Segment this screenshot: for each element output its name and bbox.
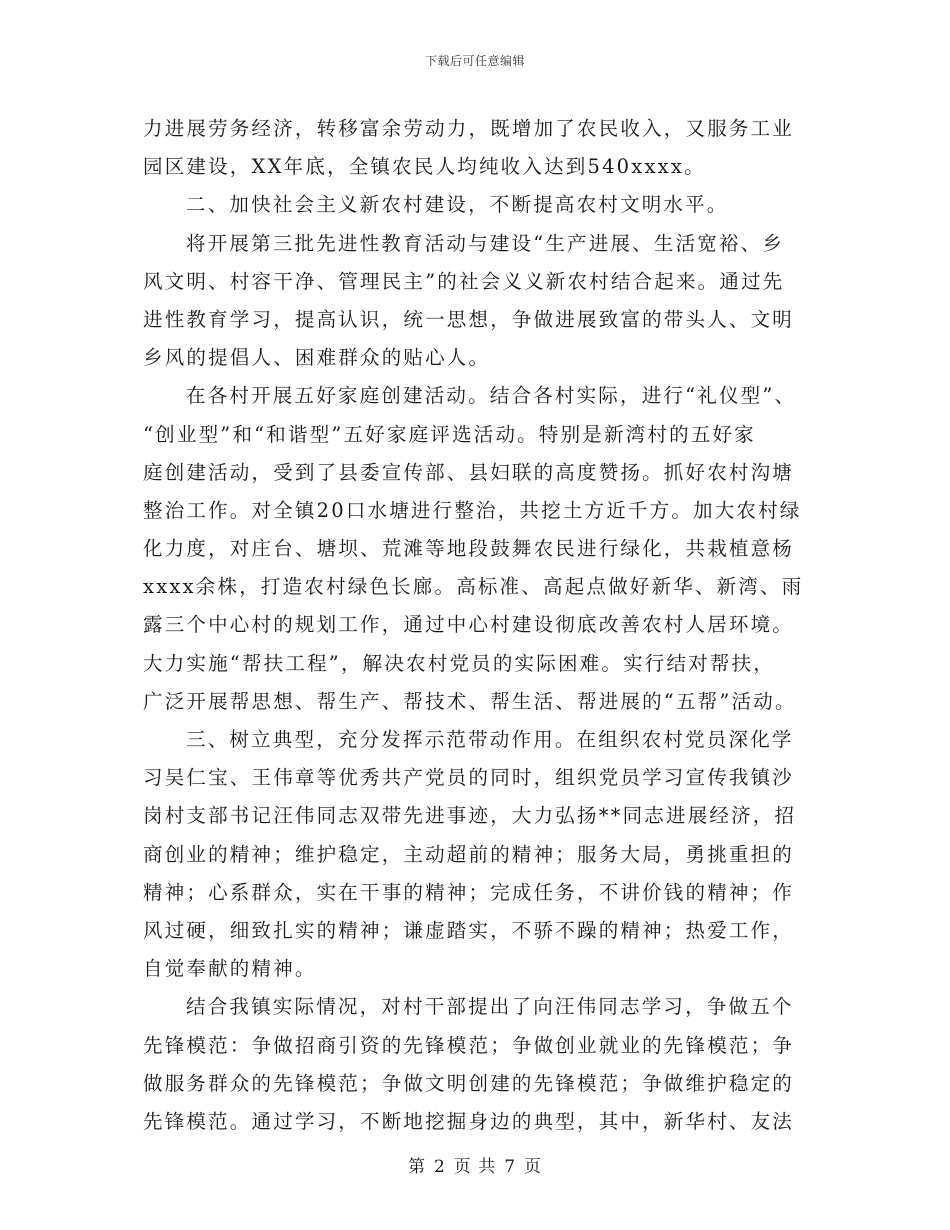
document-body — [143, 110, 803, 1141]
footer-middle: 页 共 — [453, 1157, 497, 1177]
body-line: 做服务群众的先锋模范；争做文明创建的先锋模范；争做维护稳定的 — [143, 1071, 795, 1095]
body-line: 结合我镇实际情况，对村干部提出了向汪伟同志学习，争做五个 — [186, 995, 794, 1019]
section-heading: 三、树立典型，充分发挥示范带动作用。在组织农村党员深化学 — [186, 728, 794, 751]
body-line: 岗村支部书记汪伟同志双带先进事迹，大力弘扬**同志进展经济，招 — [143, 804, 797, 828]
body-line: 商创业的精神；维护稳定，主动超前的精神；服务大局，勇挑重担的 — [143, 842, 795, 866]
body-line: 将开展第三批先进性教育活动与建设“生产进展、生活宽裕、乡 — [186, 231, 785, 255]
body-line: 习吴仁宝、王伟章等优秀共产党员的同时，组织党员学习宣传我镇沙 — [143, 766, 795, 790]
total-page-count: 7 — [504, 1157, 517, 1177]
body-line: 园区建设，XX年底，全镇农民人均纯收入达到540xxxx。 — [143, 155, 706, 179]
body-line: 风过硬，细致扎实的精神；谦虚踏实，不骄不躁的精神；热爱工作， — [143, 918, 795, 942]
body-line: 庭创建活动，受到了县委宣传部、县妇联的高度赞扬。抓好农村沟塘 — [143, 460, 795, 484]
footer-suffix: 页 — [524, 1157, 543, 1177]
body-line: 化力度，对庄台、塘坝、荒滩等地段鼓舞农民进行绿化，共栽植意杨 — [143, 537, 795, 561]
body-line: 力进展劳务经济，转移富余劳动力，既增加了农民收入，又服务工业 — [143, 117, 795, 140]
body-line: 风文明、村容干净、管理民主”的社会义义新农村结合起来。通过先 — [143, 269, 785, 293]
body-line: 露三个中心村的规划工作，通过中心村建设彻底改善农村人居环境。 — [143, 613, 795, 637]
body-line: 在各村开展五好家庭创建活动。结合各村实际，进行“礼仪型”、 — [186, 384, 797, 408]
body-line: 先锋模范。通过学习，不断地挖掘身边的典型，其中，新华村、友法 — [143, 1109, 795, 1133]
body-line: 精神；心系群众，实在干事的精神；完成任务，不讲价钱的精神；作 — [143, 880, 795, 904]
body-line: 先锋模范：争做招商引资的先锋模范；争做创业就业的先锋模范；争 — [143, 1033, 795, 1057]
body-line: 进性教育学习，提高认识，统一思想，争做进展致富的带头人、文明 — [143, 307, 795, 331]
section-heading: 二、加快社会主义新农村建设，不断提高农村文明水平。 — [186, 193, 729, 217]
body-line: “创业型”和“和谐型”五好家庭评选活动。特别是新湾村的五好家 — [143, 422, 756, 446]
current-page-number: 2 — [433, 1157, 446, 1177]
body-line: xxxx余株，打造农村绿色长廊。高标准、高起点做好新华、新湾、雨 — [143, 575, 804, 599]
footer-prefix: 第 — [407, 1157, 426, 1177]
body-line: 大力实施“帮扶工程”，解决农村党员的实际困难。实行结对帮扶， — [143, 651, 775, 675]
body-line: 整治工作。对全镇20口水塘进行整治，共挖土方近千方。加大农村绿 — [143, 498, 802, 522]
body-line: 自觉奉献的精神。 — [143, 957, 317, 981]
page-header: 下载后可任意编辑 — [424, 54, 525, 68]
body-line: 广泛开展帮思想、帮生产、帮技术、帮生活、帮进展的“五帮”活动。 — [143, 689, 797, 713]
page-footer — [0, 1152, 950, 1177]
body-line: 乡风的提倡人、困难群众的贴心人。 — [143, 346, 491, 370]
